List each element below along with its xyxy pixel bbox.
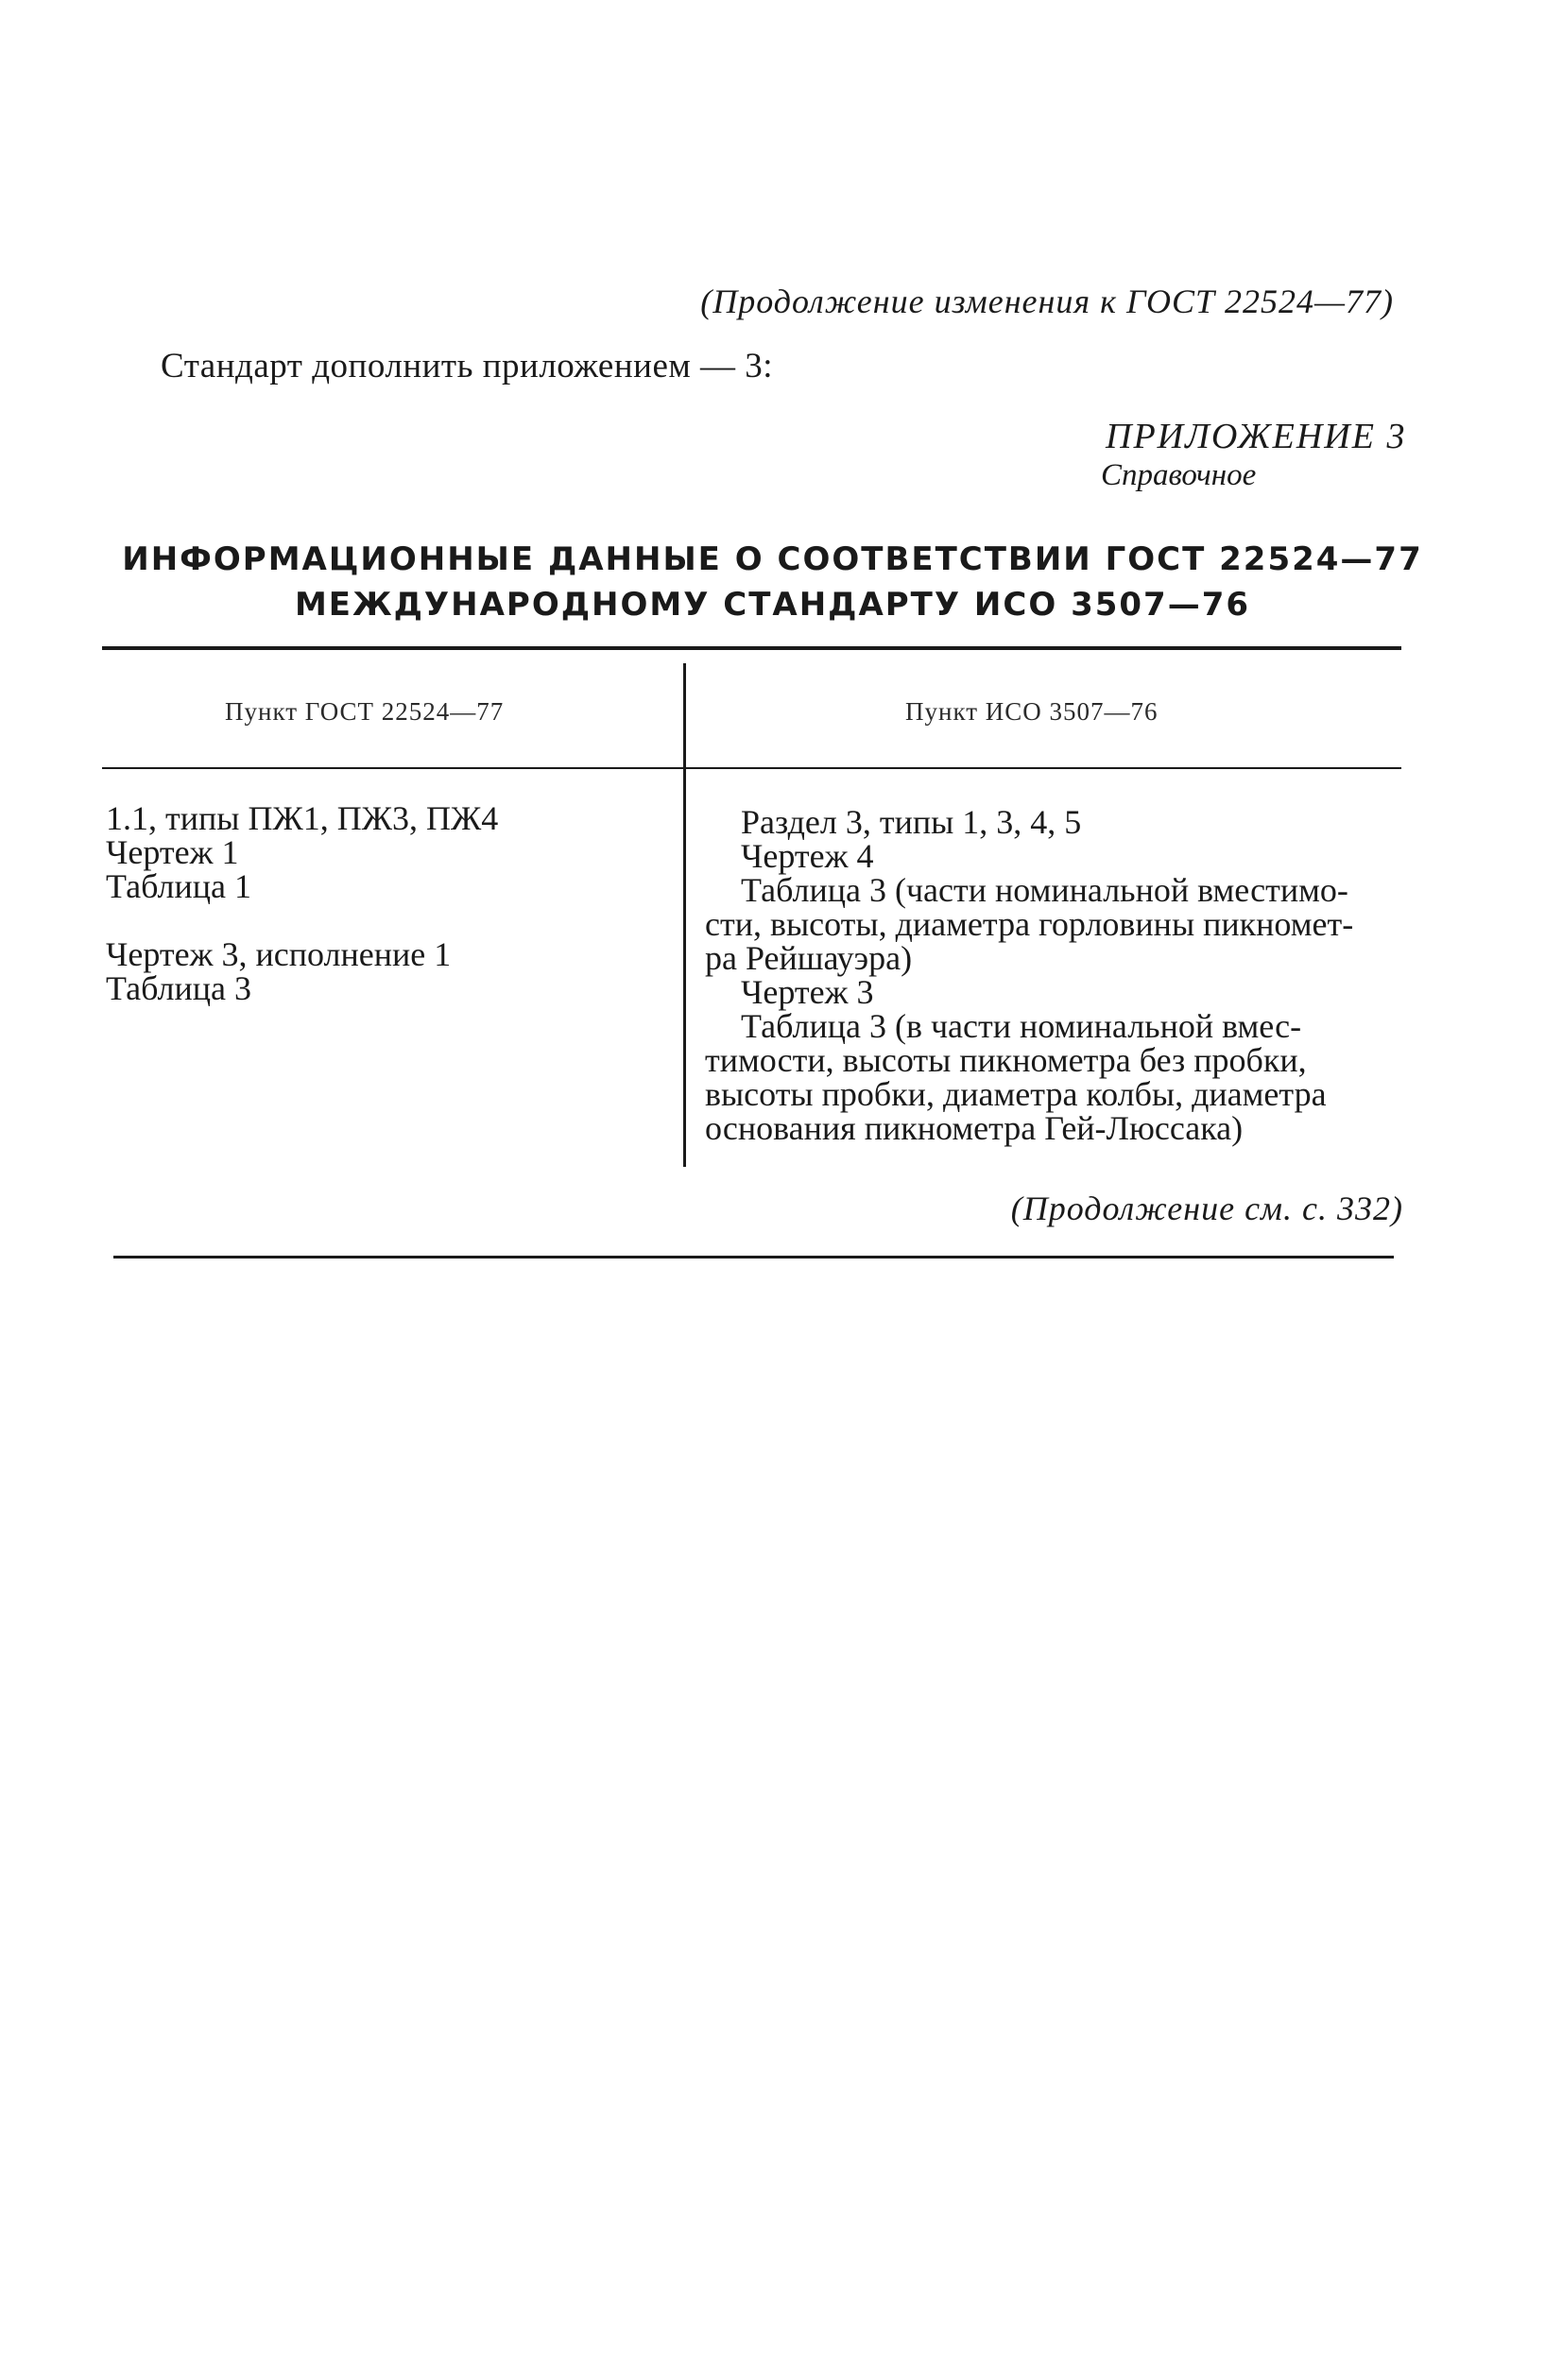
appendix-title: ПРИЛОЖЕНИЕ 3 [1106, 417, 1407, 456]
table-cell-gost [106, 801, 498, 1005]
table-line: высоты пробки, диаметра колбы, диаметра [705, 1075, 1327, 1113]
intro-line: Стандарт дополнить приложением — 3: [161, 347, 774, 385]
continuation-note-top: (Продолжение изменения к ГОСТ 22524—77) [700, 283, 1394, 320]
table-header-iso: Пункт ИСО 3507—76 [905, 697, 1159, 726]
table-line: тимости, высоты пикнометра без пробки, [705, 1041, 1307, 1079]
document-heading-line-1: ИНФОРМАЦИОННЫЕ ДАННЫЕ О СООТВЕТСТВИИ ГОСТ 22524—77 [122, 540, 1423, 578]
table-line: основания пикнометра Гей-Люссака) [705, 1109, 1244, 1147]
page-bottom-rule [113, 1256, 1394, 1258]
table-line: Чертеж 1 [106, 833, 239, 871]
table-line: Чертеж 4 [741, 837, 874, 875]
table-line: Чертеж 3, исполнение 1 [106, 935, 452, 973]
table-header-gost: Пункт ГОСТ 22524—77 [225, 697, 505, 726]
table-line: Таблица 1 [106, 867, 251, 905]
table-line: ра Рейшауэра) [705, 939, 913, 977]
document-heading-line-2: МЕЖДУНАРОДНОМУ СТАНДАРТУ ИСО 3507—76 [294, 586, 1251, 624]
table-line: Раздел 3, типы 1, 3, 4, 5 [741, 803, 1082, 841]
table-line: Таблица 3 (в части номинальной вмес- [741, 1007, 1302, 1045]
table-line: 1.1, типы ПЖ1, ПЖ3, ПЖ4 [106, 799, 499, 837]
continuation-note-bottom: (Продолжение см. с. 332) [1010, 1190, 1403, 1227]
table-cell-iso [705, 805, 1353, 1145]
appendix-subtitle: Справочное [1101, 458, 1257, 492]
table-line: Таблица 3 [106, 969, 251, 1007]
table-line: Таблица 3 (части номинальной вместимо- [741, 871, 1348, 909]
table-line-blank [106, 903, 498, 937]
table-top-rule [102, 646, 1401, 650]
table-line: Чертеж 3 [741, 973, 874, 1011]
table-line: сти, высоты, диаметра горловины пикномет- [705, 905, 1354, 943]
table-column-divider [683, 663, 686, 1167]
table-header-rule [102, 767, 1401, 769]
